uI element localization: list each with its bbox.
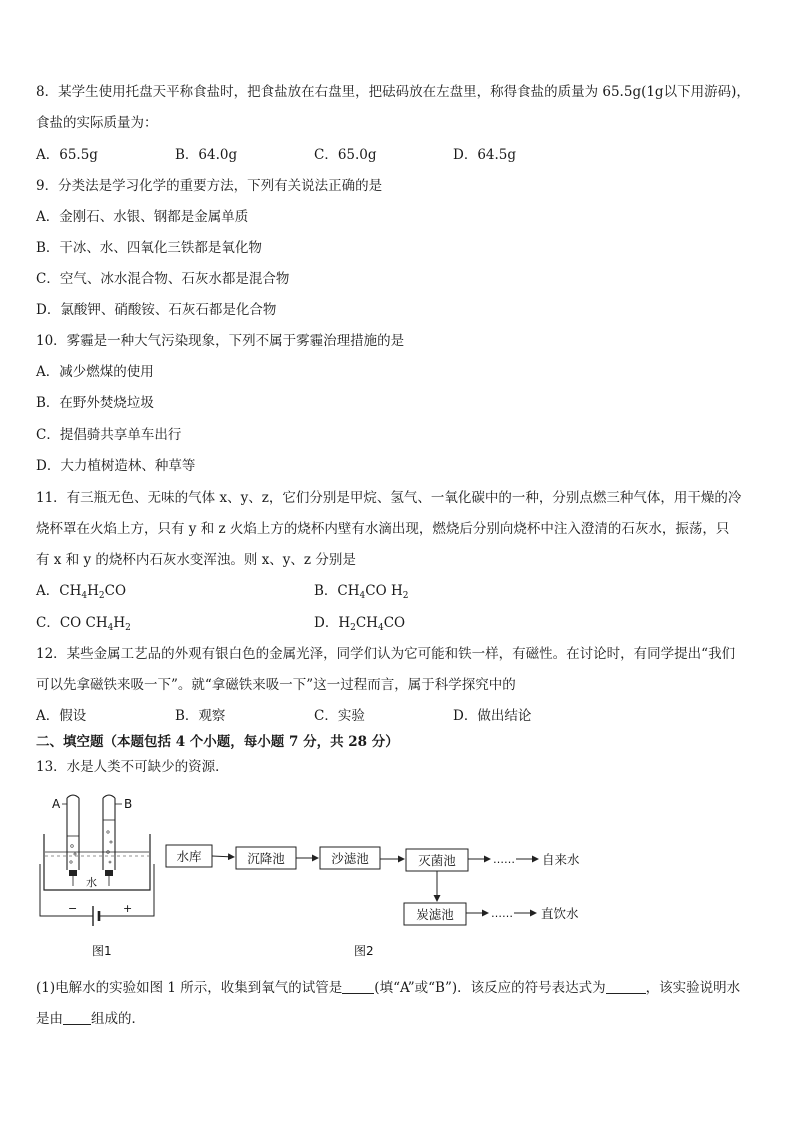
box-carbon-filter-label: 炭滤池 [416, 907, 454, 922]
output-tap-water: 自来水 [542, 852, 580, 867]
q13-part1-line2: 是由 组成的． [36, 1011, 145, 1027]
q9-option-a: A．金刚石、水银、钢都是金属单质 [36, 209, 249, 225]
q12-stem-line2: 可以先拿磁铁来吸一下”。就“拿磁铁来吸一下”这一过程而言，属于科学探究中的 [36, 677, 516, 693]
section-heading-fill-blank: 二、填空题（本题包括 4 个小题，每小题 7 分，共 28 分） [36, 734, 399, 750]
q12-stem-line1: 12．某些金属工艺品的外观有银白色的金属光泽，同学们认为它可能和铁一样，有磁性。在讨论时，有同学提出“我们 [36, 646, 736, 662]
q11-option-b: B．$CH_4CO$ $H_2$ [314, 583, 409, 601]
q11-option-a: A．$CH_4H_2CO$ [36, 583, 127, 601]
box-reservoir-label: 水库 [176, 849, 202, 864]
box-sterilization-tank-label: 灭菌池 [418, 853, 456, 868]
q12-option-a: A．假设 [36, 708, 87, 724]
q12-option-d: D．做出结论 [453, 708, 532, 724]
q10-option-b: B．在野外焚烧垃圾 [36, 395, 154, 411]
label-a: A [52, 797, 61, 811]
q9-option-c: C．空气、冰水混合物、石灰水都是混合物 [36, 271, 290, 287]
q11-stem-line3: 有 x 和 y 的烧杯内石灰水变浑浊。则 x、y、z 分别是 [36, 552, 356, 568]
beaker [44, 834, 150, 890]
q10-stem: 10．雾霾是一种大气污染现象，下列不属于雾霾治理措施的是 [36, 333, 405, 349]
q12-option-b: B．观察 [175, 708, 226, 724]
q11-stem-line1: 11．有三瓶无色、无味的气体 x、y、z，它们分别是甲烷、氢气、一氧化碳中的一种，分别点燃三种气体，用干燥的冷 [36, 490, 742, 506]
arrow-reservoir-to-settling [212, 856, 234, 857]
q12-option-c: C．实验 [314, 708, 365, 724]
figure-2-water-treatment [160, 835, 610, 960]
figure-1-caption: 图1 [92, 944, 112, 958]
tube-a [67, 798, 79, 870]
q10-option-d: D．大力植树造林、种草等 [36, 458, 196, 474]
q11-stem-line2: 烧杯罩在火焰上方，只有 y 和 z 火焰上方的烧杯内壁有水滴出现，燃烧后分别向烧杯中注入澄清的石灰水，振荡，只 [36, 521, 730, 537]
box-sand-filter-label: 沙滤池 [331, 851, 369, 866]
output-drinking-water: 直饮水 [541, 906, 579, 921]
tube-b [103, 798, 115, 870]
q13-part1-line1: (1)电解水的实验如图 1 所示，收集到氧气的试管是 (填“A”或“B”)．该反应的符号表达式为 ，该实验说明水 [36, 980, 741, 996]
label-b: B [124, 797, 133, 811]
q9-option-d: D．氯酸钾、硝酸铵、石灰石都是化合物 [36, 302, 277, 318]
q8-option-b: B．64.0g [175, 147, 238, 163]
q11-option-d: D．$H_2CH_4CO$ [314, 615, 406, 633]
q13-stem: 13．水是人类不可缺少的资源． [36, 759, 229, 775]
q8-option-d: D．64.5g [453, 147, 517, 163]
q9-stem: 9．分类法是学习化学的重要方法，下列有关说法正确的是 [36, 178, 383, 194]
minus-sign: − [68, 902, 78, 915]
tube-a-top [67, 795, 79, 798]
q8-stem-line2: 食盐的实际质量为： [36, 115, 158, 131]
electrode-b [105, 870, 113, 876]
water-label: 水 [86, 876, 97, 889]
q8-option-a: A．65.5g [36, 147, 98, 163]
electrode-a [69, 870, 77, 876]
q11-option-c: C．CO $CH_4H_2$ [36, 615, 131, 633]
answer-blank-tube[interactable] [342, 979, 374, 994]
q8-stem-line1: 8．某学生使用托盘天平称食盐时，把食盐放在右盘里，把砝码放在左盘里，称得食盐的质量为 65.5g(1g以下用游码)， [36, 84, 750, 100]
figure-1-electrolysis [38, 790, 168, 960]
q10-option-a: A．减少燃煤的使用 [36, 364, 154, 380]
box-settling-tank-label: 沉降池 [247, 851, 285, 866]
answer-blank-composition[interactable] [63, 1010, 91, 1025]
figure-2-caption: 图2 [354, 944, 374, 958]
q9-option-b: B．干冰、水、四氧化三铁都是氧化物 [36, 240, 262, 256]
plus-sign: + [123, 902, 133, 915]
answer-blank-equation[interactable] [606, 979, 646, 994]
ellipsis-top: …… [493, 853, 515, 866]
tube-b-top [103, 795, 115, 798]
q8-option-c: C．65.0g [314, 147, 377, 163]
ellipsis-bottom: …… [491, 907, 513, 920]
q10-option-c: C．提倡骑共享单车出行 [36, 427, 182, 443]
